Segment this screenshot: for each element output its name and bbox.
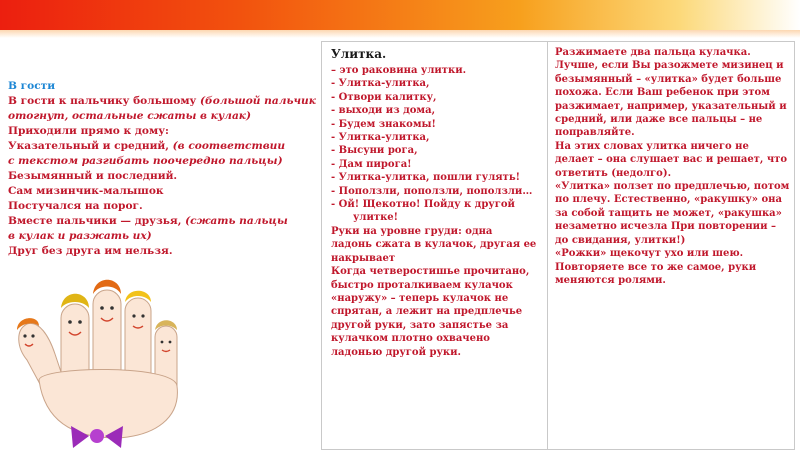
poem-line: [8, 199, 318, 214]
poem-line-note: (большой пальчик: [200, 95, 316, 107]
poem-line: [8, 244, 318, 259]
poem-line-note: в кулак и разжать их): [8, 230, 152, 242]
table-line: средний, или даже все пальцы – не: [555, 114, 763, 126]
table-line: - Улитка-улитка,: [331, 132, 430, 144]
table-cell-instructions: [548, 42, 794, 449]
poem-line-note: (сжать пальцы: [185, 215, 288, 227]
table-line: - Отвори калитку,: [331, 91, 437, 103]
poem-lines-snail: [331, 64, 539, 359]
poem-line-text: В гости к пальчику большому: [8, 95, 201, 107]
poem-line: [8, 124, 318, 139]
table-line: незаметно исчезла При повторении –: [555, 221, 776, 233]
table-line: Руки на уровне груди: одна: [331, 225, 493, 237]
table-line: делает – она слушает вас и решает, что: [555, 154, 788, 166]
poem-line: [8, 139, 318, 154]
table-line: - Улитка-улитка,: [331, 78, 430, 90]
poem-line-text: Вместе пальчики — друзья,: [8, 215, 186, 227]
decorative-top-bar: [0, 0, 800, 30]
table-line: «наружу» – теперь кулачок не: [331, 292, 509, 304]
table-line: разжимает, например, указательный и: [555, 100, 787, 112]
poem-block: [8, 79, 318, 259]
table-line: - Дам пирога!: [331, 158, 412, 170]
table-cell-poem: [322, 42, 548, 449]
poem-line-note: отогнут, остальные сжаты в кулак): [8, 110, 251, 122]
poem-line-text: Сам мизинчик-малышок: [8, 185, 164, 197]
poem-line-note: с текстом разгибать поочередно пальцы): [8, 155, 283, 167]
table-line: - Будем знакомы!: [331, 118, 436, 130]
table-line: за собой тащить не может, «ракушка»: [555, 207, 782, 219]
poem-line: [8, 109, 318, 124]
poem-line: [8, 154, 318, 169]
table-line: поправляйте.: [555, 127, 635, 139]
table-line: до свидания, улитки!): [555, 234, 686, 246]
table-line: Разжимаете два пальца кулачка.: [555, 47, 751, 58]
finger-puppet-hand-icon: [5, 268, 190, 450]
table-line: - Ой! Щекотно! Пойду к другой: [331, 199, 515, 211]
poem-line: [8, 184, 318, 199]
table-line: ладонь сжата в кулачок, другая ее: [331, 239, 537, 251]
instruction-lines: [555, 46, 790, 287]
poem-title: В гости: [8, 80, 56, 92]
poem-line: [8, 214, 318, 229]
instruction-table: [321, 41, 795, 450]
poem-line: [8, 94, 318, 109]
poem-line-text: Указательный и средний,: [8, 140, 173, 152]
table-line: ладонью другой руки.: [331, 346, 461, 358]
poem-line-text: Постучался на порог.: [8, 200, 143, 212]
table-line: улитке!: [353, 212, 399, 224]
poem-line-text: Безымянный и последний.: [8, 170, 178, 182]
poem-line-text: Приходили прямо к дому:: [8, 125, 169, 137]
table-line: накрывает: [331, 252, 396, 264]
table-heading: Улитка.: [331, 47, 387, 61]
table-line: быстро проталкиваем кулачок: [331, 279, 513, 291]
table-line: Повторяете все то же самое, руки: [555, 261, 757, 273]
table-line: похожа. Если Ваш ребенок при этом: [555, 87, 770, 99]
table-line: - Улитка-улитка, пошли гулять!: [331, 172, 521, 184]
palm: [39, 369, 177, 438]
table-line: - Поползли, поползли, поползли…: [331, 185, 533, 197]
table-line: другой руки, зато запястье за: [331, 319, 509, 331]
table-line: спрятан, а лежит на предплечье: [331, 306, 523, 318]
table-line: Лучше, если Вы разожмете мизинец и: [555, 60, 784, 72]
poem-line-text: Друг без друга им нельзя.: [8, 245, 173, 257]
table-line: меняются ролями.: [555, 274, 666, 286]
decorative-top-bar-shadow: [0, 30, 800, 38]
table-line: ответить (недолго).: [555, 167, 672, 179]
poem-line: [8, 169, 318, 184]
poem-line: [8, 229, 318, 244]
table-line: безымянный – «улитка» будет больше: [555, 73, 782, 85]
table-line: «Улитка» ползет по предплечью, потом: [555, 181, 790, 193]
poem-lines: [8, 94, 318, 259]
table-line: На этих словах улитка ничего не: [555, 140, 749, 152]
table-line: - Высуни рога,: [331, 145, 418, 157]
table-line: Когда четверостишье прочитано,: [331, 266, 530, 278]
table-line: по плечу. Естественно, «ракушку» она: [555, 194, 782, 206]
table-line: – это раковина улитки.: [331, 65, 467, 76]
table-line: - выходи из дома,: [331, 105, 436, 117]
table-line: кулачком плотно охвачено: [331, 333, 490, 345]
table-line: «Рожки» щекочут ухо или шею.: [555, 248, 744, 260]
poem-line-note: (в соответствии: [172, 140, 286, 152]
